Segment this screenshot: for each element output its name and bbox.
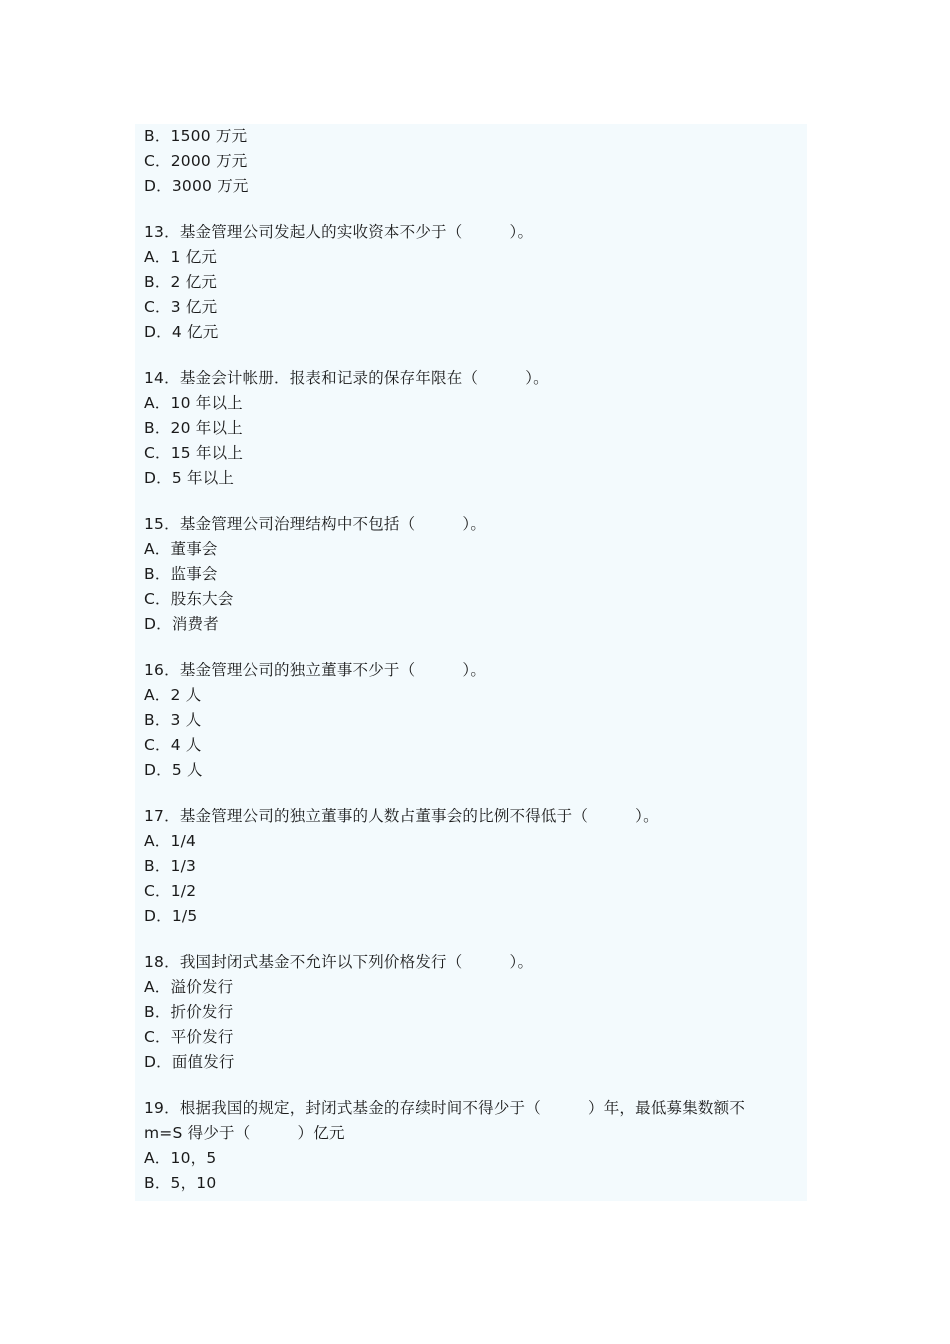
question-16 bbox=[144, 658, 807, 782]
option-d: D．面值发行 bbox=[144, 1052, 235, 1071]
option-b: B．20 年以上 bbox=[144, 418, 243, 437]
document-page-content bbox=[135, 124, 807, 1201]
question-15 bbox=[144, 512, 807, 636]
option-a: A．10，5 bbox=[144, 1148, 217, 1167]
question-18 bbox=[144, 950, 807, 1074]
option-d: D．3000 万元 bbox=[144, 176, 249, 195]
option-b: B．5，10 bbox=[144, 1173, 217, 1192]
option-a: A．1/4 bbox=[144, 832, 197, 851]
question-stem: 17．基金管理公司的独立董事的人数占董事会的比例不得低于（ ）。 bbox=[144, 807, 659, 826]
option-b: B．1500 万元 bbox=[144, 127, 248, 145]
question-13 bbox=[144, 220, 807, 344]
option-c: C．2000 万元 bbox=[144, 151, 248, 170]
option-c: C．股东大会 bbox=[144, 589, 234, 608]
option-c: C．4 人 bbox=[144, 735, 202, 754]
option-c: C．1/2 bbox=[144, 881, 197, 900]
question-stem: 13．基金管理公司发起人的实收资本不少于（ ）。 bbox=[144, 223, 534, 242]
option-b: B．折价发行 bbox=[144, 1002, 234, 1021]
option-a: A．2 人 bbox=[144, 686, 202, 705]
option-a: A．董事会 bbox=[144, 540, 218, 559]
question-12-tail bbox=[144, 124, 807, 198]
option-c: C．3 亿元 bbox=[144, 297, 218, 316]
question-stem: 15．基金管理公司治理结构中不包括（ ）。 bbox=[144, 515, 487, 534]
option-b: B．2 亿元 bbox=[144, 272, 218, 291]
option-d: D．消费者 bbox=[144, 614, 219, 633]
option-d: D．4 亿元 bbox=[144, 322, 219, 341]
option-a: A．溢价发行 bbox=[144, 978, 234, 997]
option-a: A．1 亿元 bbox=[144, 248, 218, 267]
option-d: D．5 人 bbox=[144, 760, 203, 779]
option-d: D．1/5 bbox=[144, 906, 198, 925]
question-stem: 16．基金管理公司的独立董事不少于（ ）。 bbox=[144, 661, 487, 680]
option-c: C．平价发行 bbox=[144, 1027, 234, 1046]
question-stem: 14．基金会计帐册．报表和记录的保存年限在（ ）。 bbox=[144, 369, 549, 388]
question-stem: 18．我国封闭式基金不允许以下列价格发行（ ）。 bbox=[144, 953, 534, 972]
option-b: B．3 人 bbox=[144, 710, 202, 729]
question-19 bbox=[144, 1096, 807, 1195]
option-b: B．1/3 bbox=[144, 856, 197, 875]
option-b: B．监事会 bbox=[144, 564, 218, 583]
question-14 bbox=[144, 366, 807, 490]
option-a: A．10 年以上 bbox=[144, 394, 243, 413]
question-stem: 19．根据我国的规定，封闭式基金的存续时间不得少于（ ）年，最低募集数额不 bbox=[144, 1099, 746, 1118]
question-stem-continued: m=S 得少于（ ）亿元 bbox=[144, 1124, 345, 1143]
question-17 bbox=[144, 804, 807, 928]
option-d: D．5 年以上 bbox=[144, 468, 235, 487]
option-c: C．15 年以上 bbox=[144, 443, 244, 462]
